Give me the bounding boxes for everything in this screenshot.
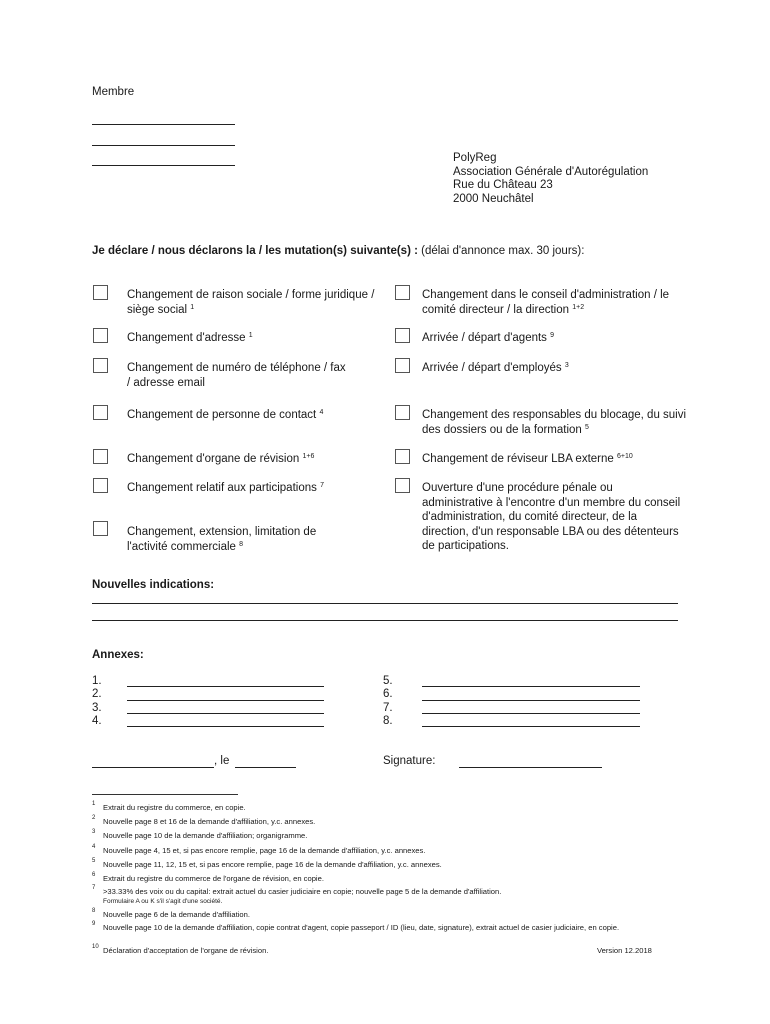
option-contact: Changement de personne de contact $^4$ xyxy=(127,409,324,421)
option-adresse: Changement d'adresse $^1$ xyxy=(127,332,253,344)
checkbox-agents[interactable] xyxy=(395,328,410,343)
checkbox-conseil-administration[interactable] xyxy=(395,285,410,300)
option-telephone: Changement de numéro de téléphone / fax / adresse email xyxy=(127,362,346,389)
footnote-separator xyxy=(92,794,238,795)
annex-numbers-right xyxy=(383,675,393,728)
checkbox-contact[interactable] xyxy=(93,405,108,420)
annex-line-8[interactable] xyxy=(422,726,640,727)
option-responsables-blocage: Changement des responsables du blocage, du suivi des dossiers ou de la formation $^5$ xyxy=(422,409,687,436)
annex-number: 6. xyxy=(383,688,393,701)
checkbox-telephone[interactable] xyxy=(93,358,108,373)
member-line-1[interactable] xyxy=(92,124,235,125)
checkbox-activite[interactable] xyxy=(93,521,108,536)
option-participations: Changement relatif aux participations $^7$ xyxy=(127,482,324,494)
recipient-street: Rue du Château 23 xyxy=(453,179,553,191)
signature-label: Signature: xyxy=(383,755,436,767)
annex-number: 8. xyxy=(383,714,393,727)
recipient-city: 2000 Neuchâtel xyxy=(453,192,534,205)
checkbox-raison-sociale[interactable] xyxy=(93,285,108,300)
version-label: Version 12.2018 xyxy=(597,946,652,955)
annex-line-2[interactable] xyxy=(127,700,324,701)
option-agents: Arrivée / départ d'agents $^9$ xyxy=(422,332,555,344)
annex-number: 1. xyxy=(92,675,102,687)
nouvelles-line-2[interactable] xyxy=(92,620,678,621)
option-reviseur-lba: Changement de réviseur LBA externe $^{6+10}$ xyxy=(422,453,633,465)
recipient-name: PolyReg xyxy=(453,152,497,164)
annexes-heading: Annexes: xyxy=(92,649,144,661)
annex-number: 2. xyxy=(92,688,102,701)
checkbox-procedure-penale[interactable] xyxy=(395,478,410,493)
date-input-line[interactable] xyxy=(235,767,296,768)
signature-line[interactable] xyxy=(459,767,602,768)
annex-line-1[interactable] xyxy=(127,686,324,687)
option-conseil-administration: Changement dans le conseil d'administration / le comité directeur / la direction $^{1+2}$ xyxy=(422,289,670,316)
option-employes: Arrivée / départ d'employés $^3$ xyxy=(422,362,569,374)
annex-number: 4. xyxy=(92,714,102,727)
annex-numbers-left xyxy=(92,675,102,728)
checkbox-reviseur-lba[interactable] xyxy=(395,449,410,464)
membre-label: Membre xyxy=(92,86,135,98)
checkbox-organe-revision[interactable] xyxy=(93,449,108,464)
member-line-3[interactable] xyxy=(92,165,235,166)
declaration-line xyxy=(92,245,584,257)
annex-line-6[interactable] xyxy=(422,700,640,701)
option-raison-sociale: Changement de raison sociale / forme juridique / siège social $^1$ xyxy=(127,289,375,316)
annex-line-5[interactable] xyxy=(422,686,640,687)
checkbox-responsables-blocage[interactable] xyxy=(395,405,410,420)
place-date-label: , le xyxy=(214,755,230,767)
declaration-normal: (délai d'annonce max. 30 jours): xyxy=(417,245,585,257)
nouvelles-line-1[interactable] xyxy=(92,603,678,604)
member-line-2[interactable] xyxy=(92,145,235,146)
annex-line-7[interactable] xyxy=(422,713,640,714)
recipient-address xyxy=(453,152,648,206)
annex-number: 5. xyxy=(383,675,393,687)
place-input-line[interactable] xyxy=(92,767,214,768)
declaration-bold: Je déclare / nous déclarons la / les mutation(s) suivante(s) : xyxy=(92,245,418,257)
checkbox-participations[interactable] xyxy=(93,478,108,493)
annex-number: 3. xyxy=(92,701,102,714)
option-procedure-penale: Ouverture d'une procédure pénale ou administrative à l'encontre d'un membre du conseil d'administration, du comité directeur, de la direction, d'un responsable LBA ou des détenteurs de participations. xyxy=(422,482,681,552)
option-activite: Changement, extension, limitation de l'activité commerciale $^8$ xyxy=(127,526,317,553)
checkbox-adresse[interactable] xyxy=(93,328,108,343)
annex-number: 7. xyxy=(383,701,393,714)
recipient-org: Association Générale d'Autorégulation xyxy=(453,165,649,178)
nouvelles-indications-heading: Nouvelles indications: xyxy=(92,579,215,591)
checkbox-employes[interactable] xyxy=(395,358,410,373)
option-organe-revision: Changement d'organe de révision $^{1+6}$ xyxy=(127,453,315,465)
annex-line-4[interactable] xyxy=(127,726,324,727)
annex-line-3[interactable] xyxy=(127,713,324,714)
